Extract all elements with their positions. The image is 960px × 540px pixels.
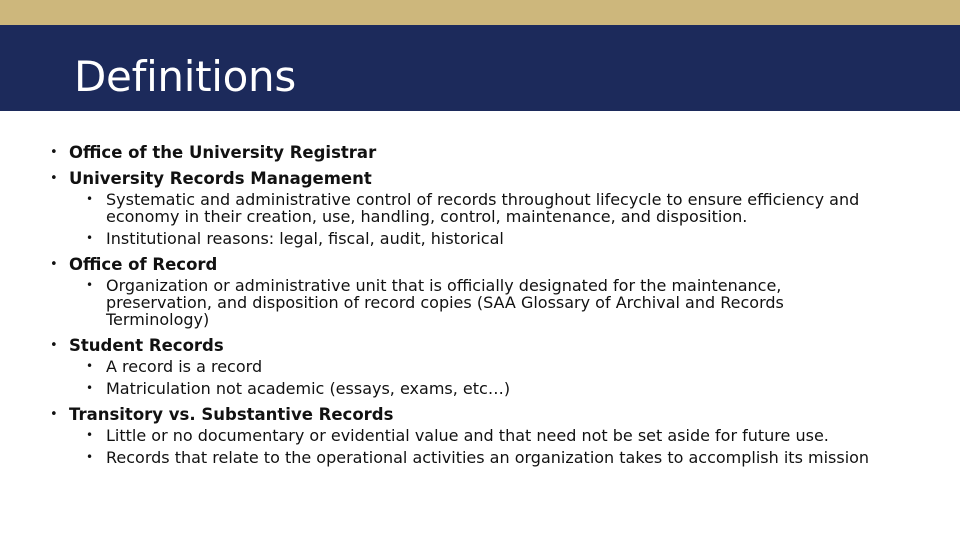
sub-bullet-text: Organization or administrative unit that is officially designated for the maintenance, preservation, and disposition of record copies (SAA Glossary of Archival and Records Terminology) xyxy=(106,276,784,329)
sub-bullet-dot-icon: • xyxy=(86,231,94,245)
sub-bullet-text: Matriculation not academic (essays, exams, etc…) xyxy=(106,379,511,398)
sub-bullet-list xyxy=(69,277,928,328)
sub-bullet-list xyxy=(69,427,928,466)
sub-bullet-dot-icon: • xyxy=(86,359,94,373)
sub-bullet-dot-icon: • xyxy=(86,278,94,292)
bullet-dot-icon: • xyxy=(50,171,58,186)
bullet-dot-icon: • xyxy=(50,407,58,422)
sub-bullet-item xyxy=(69,191,886,225)
sub-bullet-list xyxy=(69,358,928,397)
slide-header xyxy=(0,25,960,111)
sub-bullet-item xyxy=(69,380,886,397)
bullet-item xyxy=(48,406,928,466)
sub-bullet-item xyxy=(69,230,886,247)
sub-bullet-dot-icon: • xyxy=(86,428,94,442)
sub-bullet-text: Records that relate to the operational activities an organization takes to accomplish its mission xyxy=(106,448,870,467)
bullet-dot-icon: • xyxy=(50,145,58,160)
sub-bullet-item xyxy=(69,449,886,466)
bullet-item xyxy=(48,144,928,161)
bullet-heading: Student Records xyxy=(69,336,224,355)
sub-bullet-item xyxy=(69,277,886,328)
bullet-dot-icon: • xyxy=(50,257,58,272)
sub-bullet-text: Systematic and administrative control of records throughout lifecycle to ensure efficiency and economy in their creation, use, handling, control, maintenance, and disposition. xyxy=(106,190,860,226)
sub-bullet-dot-icon: • xyxy=(86,381,94,395)
bullet-heading: University Records Management xyxy=(69,169,372,188)
bullet-list xyxy=(48,144,928,475)
sub-bullet-list xyxy=(69,191,928,247)
sub-bullet-text: Institutional reasons: legal, fiscal, audit, historical xyxy=(106,229,504,248)
sub-bullet-item xyxy=(69,427,886,444)
bullet-heading: Office of Record xyxy=(69,255,218,274)
bullet-item xyxy=(48,337,928,397)
bullet-heading: Transitory vs. Substantive Records xyxy=(69,405,394,424)
sub-bullet-dot-icon: • xyxy=(86,192,94,206)
bullet-heading: Office of the University Registrar xyxy=(69,143,377,162)
top-accent-bar xyxy=(0,0,960,25)
slide-title: Definitions xyxy=(74,52,296,101)
bullet-dot-icon: • xyxy=(50,338,58,353)
sub-bullet-text: Little or no documentary or evidential value and that need not be set aside for future use. xyxy=(106,426,829,445)
sub-bullet-text: A record is a record xyxy=(106,357,263,376)
sub-bullet-item xyxy=(69,358,886,375)
bullet-item xyxy=(48,170,928,247)
bullet-item xyxy=(48,256,928,328)
sub-bullet-dot-icon: • xyxy=(86,450,94,464)
